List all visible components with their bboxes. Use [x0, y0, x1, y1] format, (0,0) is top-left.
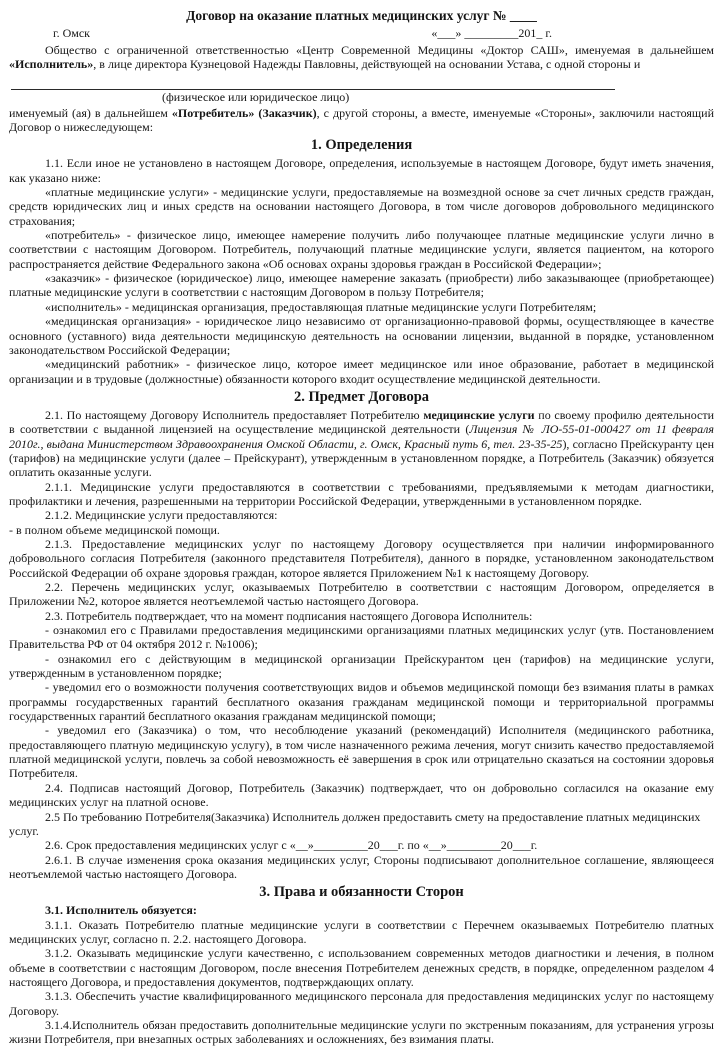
paragraph [9, 106, 714, 135]
text-run: 2.3. Потребитель подтверждает, что на момент подписания настоящего Договора Исполнитель: [45, 608, 533, 623]
paragraph [9, 946, 714, 989]
paragraph [9, 989, 714, 1018]
text-run: «Исполнитель» [9, 57, 94, 72]
text-run: Лицензия № ЛО-55-01-000427 от 11 февраля 2010г., выдана Министерством Здравоохранения Омской Области, г. Омск, Красный путь 6, тел. 23-35-25 [9, 422, 714, 451]
paragraph [9, 480, 714, 509]
paragraph [9, 156, 714, 185]
paragraph [9, 537, 714, 580]
text-run: 2.6. Срок предоставления медицинских услуг с «__»_________20___г. по «__»_________20___г. [45, 838, 538, 853]
text-run: - уведомил его о возможности получения соответствующих видов и объемов медицинской помощи без взимания платы в рамках программы государственных гарантий бесплатного оказания гражданам медицинской помощи и территориальной программы государственных гарантий бесплатного оказания гражданам медицинской помощи; [9, 680, 714, 724]
paragraph [9, 314, 714, 357]
paragraph [9, 609, 714, 623]
text-run: «медицинский работник» - физическое лицо, которое имеет медицинское или иное образование, работает в медицинской организации и в трудовые (должностные) обязанности которого входит осуществление медицинской деятельности. [9, 357, 714, 386]
text-run: медицинские услуги [423, 407, 535, 422]
paragraph [9, 810, 714, 839]
text-run: «медицинская организация» - юридическое лицо независимо от организационно-правовой формы, осуществляющее в качестве основного (уставного) вида деятельности медицинскую деятельность на основании лицензии, выданной в порядке, установленном законодательством Российской Федерации; [9, 314, 714, 357]
text-run: 3.1.1. Оказать Потребителю платные медицинские услуги в соответствии с Перечнем оказываемых Потребителю платных медицинских услуг, согласно п. 2.2. настоящего Договора. [9, 917, 714, 946]
text-run: 2.1.1. Медицинские услуги предоставляются в соответствии с требованиями, предъявляемыми к методам диагностики, профилактики и лечения, разрешенными на территории Российской Федерации, утвержденными в установленном порядке. [9, 479, 714, 508]
text-run: 2.2. Перечень медицинских услуг, оказываемых Потребителю в соответствии с настоящим Договором, определяется в Приложении №2, которое является неотъемлемой частью настоящего Договора. [9, 580, 714, 609]
text-run: 2.1.2. Медицинские услуги предоставляются: [45, 508, 278, 523]
paragraph [9, 580, 714, 609]
paragraph [9, 228, 714, 271]
text-run: 2.4. Подписав настоящий Договор, Потребитель (Заказчик) подтверждает, что он добровольно согласился на оказание ему медицинских услуг на платной основе. [9, 780, 714, 810]
paragraph [9, 508, 714, 522]
paragraph [9, 357, 714, 386]
text-run: 2.1. По настоящему Договору Исполнитель предоставляет Потребителю [45, 407, 424, 422]
text-run: - в полном объеме медицинской помощи. [9, 522, 220, 537]
text-run: «заказчик» - физическое (юридическое) лицо, имеющее намерение заказать (приобрести) либо заказывающее (приобретающее) платные медицинские услуги в соответствии с настоящим Договором в пользу Потребителя; [9, 271, 714, 300]
paragraph [9, 271, 714, 300]
text-run: «исполнитель» - медицинская организация, предоставляющая платные медицинские услуги Потребителям; [45, 299, 597, 314]
fill-in-caption: (физическое или юридическое лицо) [162, 89, 350, 104]
text-run: 2.5 По требованию Потребителя(Заказчика) Исполнитель должен предоставить смету на предоставление платных медицинских услуг. [9, 809, 701, 838]
text-run: , в лице директора Кузнецовой Надежды Павловны, действующей на основании Устава, с одной стороны и [93, 57, 641, 72]
paragraph [9, 408, 714, 480]
paragraph [9, 185, 714, 228]
paragraph [9, 43, 714, 72]
section-heading: 2. Предмет Договора [293, 388, 430, 405]
text-run: 3.1.2. Оказывать медицинские услуги качественно, с использованием современных методов диагностики и лечения, в полном объеме в соответствии с настоящим Договором, после внесения Потребителем денежных средств, в порядке, определенном разделом 4 настоящего Договора, и предоставления документов, подтверждающих оплату. [9, 946, 714, 989]
text-run: именуемый (ая) в дальнейшем [9, 105, 172, 120]
paragraph [9, 623, 714, 652]
place-label: г. Омск [53, 26, 90, 40]
text-run: 2.1.3. Предоставление медицинских услуг по настоящему Договору осуществляется при наличии информированного добровольного согласия Потребителя (законного представителя Потребителя), данного в порядке, установленном законодательством Российской Федерации об охране здоровья граждан, которое является Приложением №1 к настоящему Договору. [9, 536, 714, 580]
text-run: Общество с ограниченной ответственностью «Центр Современной Медицины «Доктор САШ», именуемая в дальнейшем [45, 43, 714, 57]
document-body [9, 43, 714, 1047]
place-date-row [9, 26, 714, 41]
text-run: 3.1.4.Исполнитель обязан предоставить дополнительные медицинские услуги по экстренным показаниям, для устранения угрозы жизни Потребителя, при внезапных острых заболеваниях и осложнениях, без взимания платы. [9, 1017, 714, 1047]
paragraph [9, 918, 714, 947]
paragraph [9, 723, 714, 780]
text-run: «потребитель» - физическое лицо, имеющее намерение получить либо получающее платные медицинские услуги лично в соответствии с настоящим Договором. Потребитель, получающий платные медицинские услуги, является пациентом, на которого распространяется действие Федерального закона «Об основах охраны здоровья граждан в Российской Федерации»; [9, 228, 714, 271]
paragraph [9, 652, 714, 681]
section-heading: 1. Определения [310, 137, 413, 154]
fill-in-blank-line [11, 76, 615, 90]
paragraph [9, 680, 714, 723]
text-run: - ознакомил его с действующим в медицинской организации Прейскурантом цен (тарифов) на медицинские услуги, утвержденным в установленном порядке; [9, 651, 714, 681]
text-run: - ознакомил его с Правилами предоставления медицинскими организациями платных медицинских услуг (утв. Постановлением Правительства РФ от 04 октября 2012 г. №1006); [9, 623, 714, 652]
text-run: «Потребитель» (Заказчик) [171, 105, 317, 120]
paragraph [9, 838, 714, 852]
text-run: по своему профилю деятельности в соответствии с выданной лицензией на осуществление медицинской деятельности ( [9, 407, 715, 437]
text-run: 3.1.3. Обеспечить участие квалифицированного медицинского персонала для предоставления медицинских услуг по настоящему Договору. [9, 989, 714, 1018]
text-run: 2.6.1. В случае изменения срока оказания медицинских услуг, Стороны подписывают дополнительное соглашение, являющееся неотъемлемой частью настоящего Договора. [9, 852, 714, 881]
text-run: , с другой стороны, а вместе, именуемые «Стороны», заключили настоящий Договор о нижеследующем: [9, 105, 715, 135]
paragraph [9, 853, 714, 882]
section-heading: 3. Права и обязанности Сторон [259, 884, 464, 901]
text-run: ), согласно Прейскуранту цен (тарифов) на медицинские услуги (далее – Прейскурант), утвержденным в установленном порядке, а Потребитель (Заказчик) обязуется оплатить оказанные услуги. [9, 436, 714, 480]
text-run: «платные медицинские услуги» - медицинские услуги, предоставляемые на возмездной основе за счет личных средств граждан, средств юридических лиц и иных средств на основании настоящего Договора, в том числе договоров добровольного медицинского страхования; [9, 185, 714, 228]
paragraph [9, 1018, 714, 1047]
text-run: 1.1. Если иное не установлено в настоящем Договоре, определения, используемые в настоящем Договоре, будут иметь значения, как указано ниже: [9, 156, 714, 185]
date-fill-in: «___» _________201_ г. [431, 26, 552, 40]
paragraph [9, 903, 714, 917]
document-title: Договор на оказание платных медицинских услуг № ____ [186, 8, 537, 23]
text-run: 3.1. Исполнитель обязуется: [45, 903, 197, 918]
text-run: - уведомил его (Заказчика) о том, что несоблюдение указаний (рекомендаций) Исполнителя (медицинского работника, предоставляющего платную медицинскую услугу), в том числе назначенного режима лечения, могут снизить качество предоставляемой платной медицинской услуги, повлечь за собой невозможность её завершения в срок или отрицательно сказаться на состоянии здоровья Потребителя. [9, 723, 714, 781]
paragraph [9, 523, 714, 537]
paragraph [9, 300, 714, 314]
paragraph [9, 781, 714, 810]
